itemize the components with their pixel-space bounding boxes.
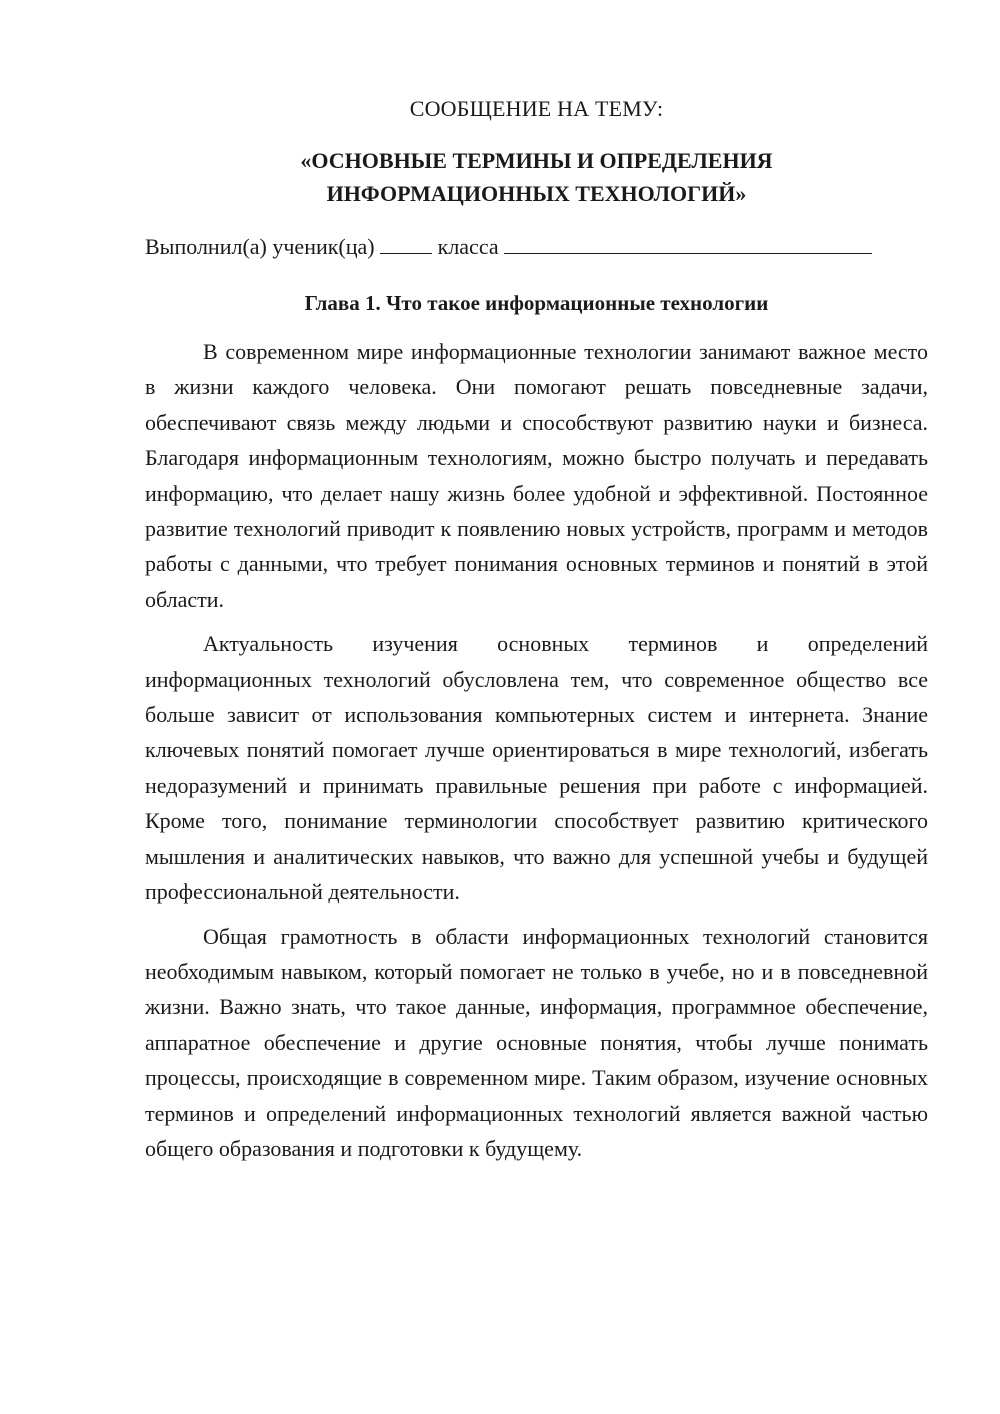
- class-number-blank: [380, 233, 432, 254]
- document-label: СООБЩЕНИЕ НА ТЕМУ:: [409, 96, 664, 121]
- author-prefix: Выполнил(а) ученик(ца): [145, 234, 375, 259]
- paragraph: Общая грамотность в области информационных технологий становится необходимым навыком, который помогает не только в учебе, но и в повседневной жизни. Важно знать, что такое данные, информация, программное обеспечение, аппаратное обеспечение и другие основные понятия, чтобы лучше понимать процессы, происходящие в современном мире. Таким образом, изучение основных терминов и определений информационных технологий является важной частью общего образования и подготовки к будущему.: [145, 923, 928, 1161]
- document-title-line-1: «ОСНОВНЫЕ ТЕРМИНЫ И ОПРЕДЕЛЕНИЯ: [300, 148, 773, 173]
- class-label: класса: [437, 234, 499, 259]
- chapter-title: Глава 1. Что такое информационные технологии: [304, 291, 769, 315]
- author-line: [145, 232, 928, 262]
- document-title-line-2: ИНФОРМАЦИОННЫХ ТЕХНОЛОГИЙ»: [326, 181, 747, 206]
- student-name-blank: [504, 233, 872, 254]
- paragraph: В современном мире информационные технологии занимают важное место в жизни каждого человека. Они помогают решать повседневные задачи, обеспечивают связь между людьми и способствуют развитию науки и бизнеса. Благодаря информационным технологиям, можно быстро получать и передавать информацию, что делает нашу жизнь более удобной и эффективной. Постоянное развитие технологий приводит к появлению новых устройств, программ и методов работы с данными, что требует понимания основных терминов и понятий в этой области.: [145, 339, 928, 612]
- document-title: [145, 144, 928, 210]
- paragraph: Актуальность изучения основных терминов и определений информационных технологий обусловлена тем, что современное общество все больше зависит от использования компьютерных систем и интернета. Знание ключевых понятий помогает лучше ориентироваться в мире технологий, избегать недоразумений и принимать правильные решения при работе с информацией. Кроме того, понимание терминологии способствует развитию критического мышления и аналитических навыков, что важно для успешной учебы и будущей профессиональной деятельности.: [145, 631, 928, 905]
- body-text: [145, 334, 928, 1175]
